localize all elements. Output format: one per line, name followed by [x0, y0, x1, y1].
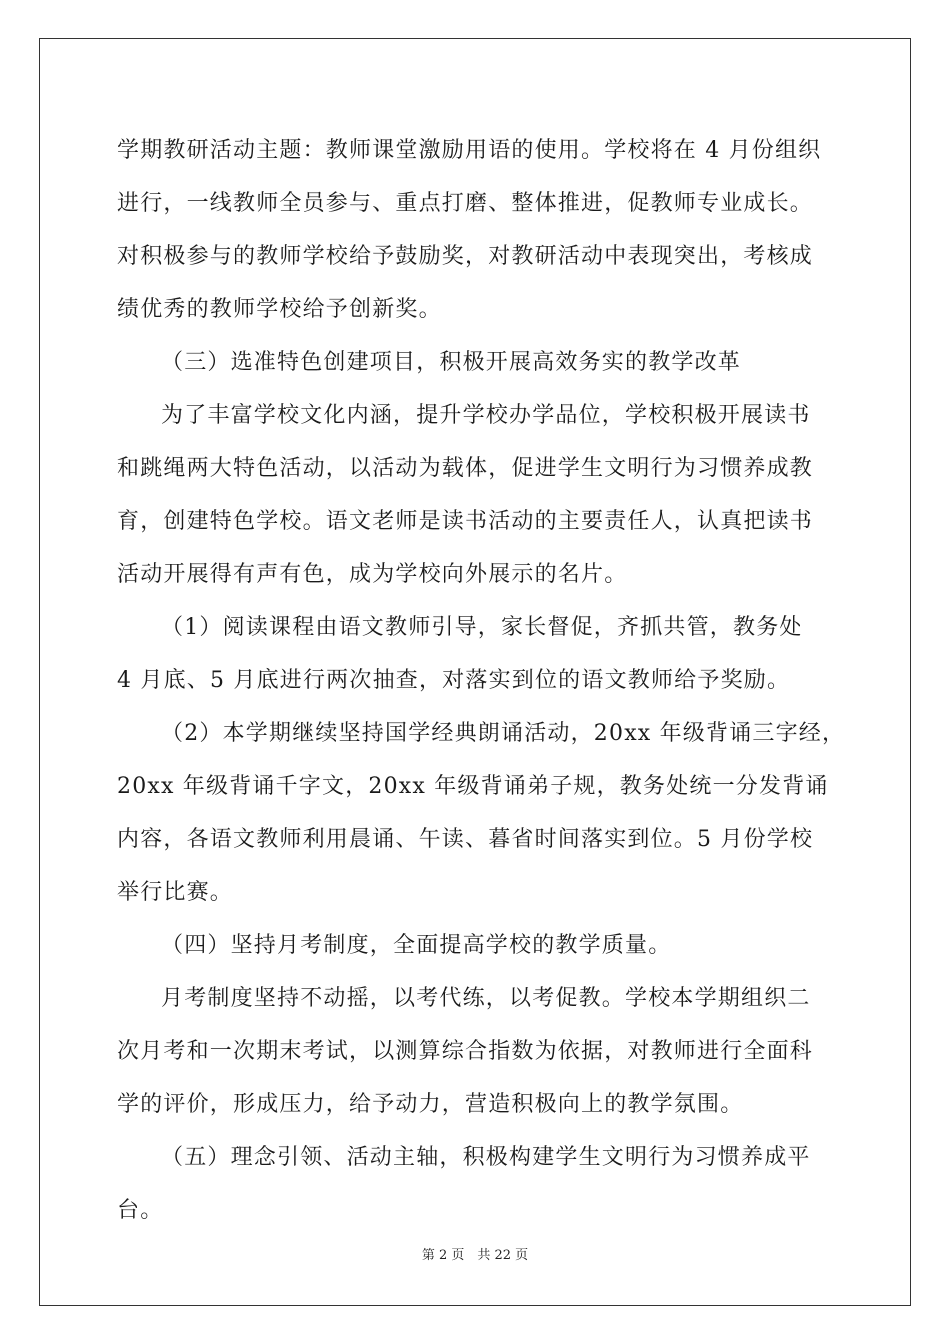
paragraph-5-line-4: 举行比赛。 [117, 880, 234, 905]
paragraph-1-line-1: 学期教研活动主题：教师课堂激励用语的使用。学校将在 4 月份组织 [117, 138, 822, 163]
paragraph-5-line-3: 内容，各语文教师利用晨诵、午读、暮省时间落实到位。5 月份学校 [117, 827, 814, 852]
paragraph-8-line-2: 台。 [117, 1198, 164, 1223]
paragraph-2-line-1: （三）选准特色创建项目，积极开展高效务实的教学改革 [161, 350, 742, 375]
page-footer [0, 1247, 950, 1265]
paragraph-3-line-1: 为了丰富学校文化内涵，提升学校办学品位，学校积极开展读书 [161, 403, 811, 428]
paragraph-1-line-4: 绩优秀的教师学校给予创新奖。 [117, 297, 442, 322]
paragraph-1-line-2: 进行，一线教师全员参与、重点打磨、整体推进，促教师专业成长。 [117, 191, 814, 216]
paragraph-3-line-3: 育，创建特色学校。语文老师是读书活动的主要责任人，认真把读书 [117, 509, 814, 534]
paragraph-5-line-2: 20xx 年级背诵千字文，20xx 年级背诵弟子规，教务处统一分发背诵 [117, 774, 829, 799]
paragraph-8-line-1: （五）理念引领、活动主轴，积极构建学生文明行为习惯养成平 [161, 1145, 811, 1170]
page-number-label: 第 2 页 共 22 页 [421, 1248, 529, 1263]
paragraph-1-line-3: 对积极参与的教师学校给予鼓励奖，对教研活动中表现突出，考核成 [117, 244, 814, 269]
document-body [117, 124, 846, 1237]
paragraph-5-line-1: （2）本学期继续坚持国学经典朗诵活动，20xx 年级背诵三字经， [161, 721, 846, 746]
paragraph-3-line-4: 活动开展得有声有色，成为学校向外展示的名片。 [117, 562, 628, 587]
paragraph-7-line-1: 月考制度坚持不动摇，以考代练，以考促教。学校本学期组织二 [161, 986, 811, 1011]
paragraph-4-line-2: 4 月底、5 月底进行两次抽查，对落实到位的语文教师给予奖励。 [117, 668, 791, 693]
paragraph-7-line-2: 次月考和一次期末考试，以测算综合指数为依据，对教师进行全面科 [117, 1039, 814, 1064]
paragraph-4-line-1: （1）阅读课程由语文教师引导，家长督促，齐抓共管，教务处 [161, 615, 803, 640]
paragraph-3-line-2: 和跳绳两大特色活动，以活动为载体，促进学生文明行为习惯养成教 [117, 456, 814, 481]
paragraph-7-line-3: 学的评价，形成压力，给予动力，营造积极向上的教学氛围。 [117, 1092, 744, 1117]
paragraph-6-line-1: （四）坚持月考制度，全面提高学校的教学质量。 [161, 933, 672, 958]
